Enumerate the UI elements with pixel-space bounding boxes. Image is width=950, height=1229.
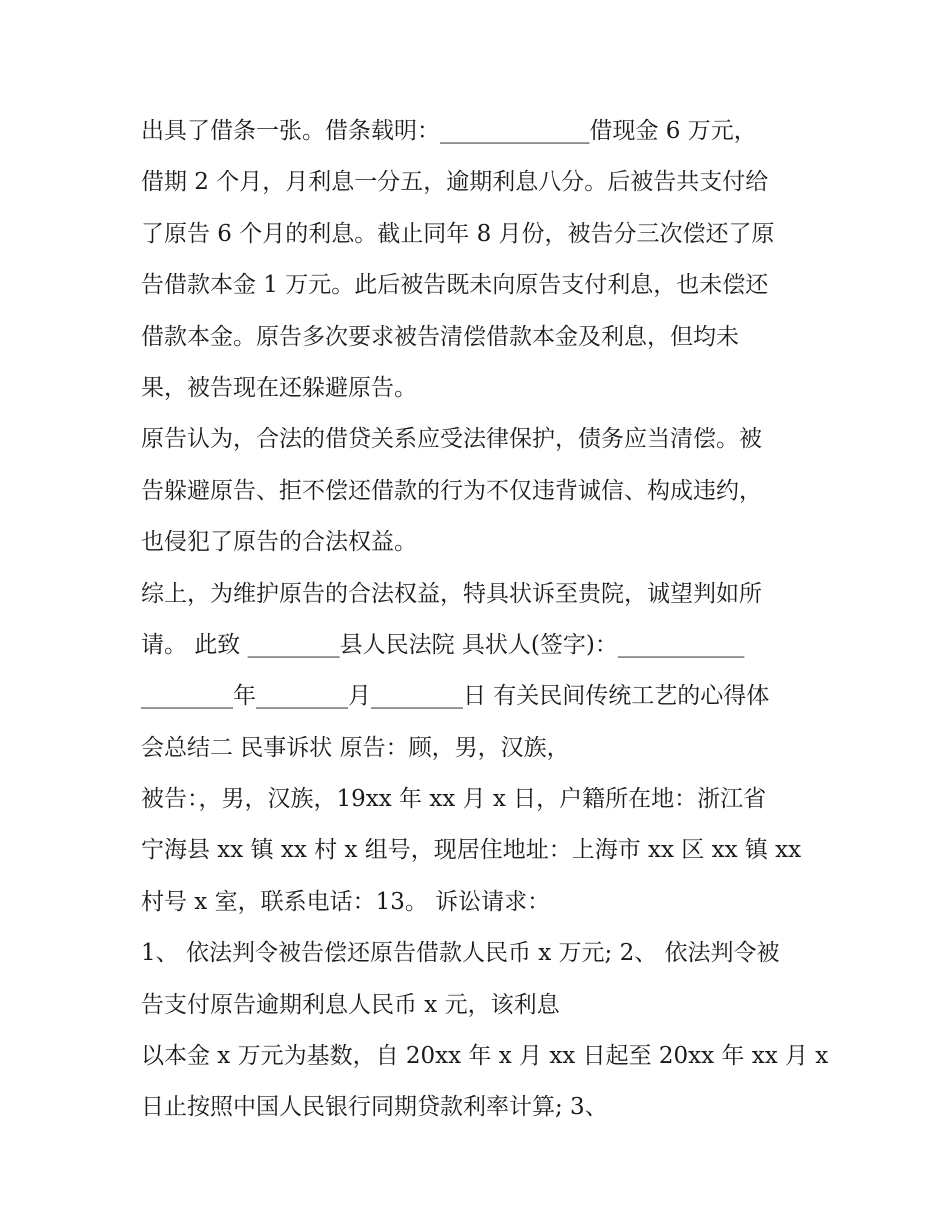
text-line: 1、 依法判令被告偿还原告借款人民币 x 万元; 2、 依法判令被 bbox=[141, 940, 780, 967]
text-line: 告借款本金 1 万元。此后被告既未向原告支付利息，也未偿还 bbox=[141, 272, 769, 299]
text-line: 会总结二 民事诉状 原告：顾，男，汉族， bbox=[141, 734, 570, 761]
text-line: 了原告 6 个月的利息。截止同年 8 月份，被告分三次偿还了原 bbox=[141, 220, 775, 247]
text-line: 也侵犯了原告的合法权益。 bbox=[141, 529, 417, 556]
text-line: 被告：，男，汉族，19xx 年 xx 月 x 日，户籍所在地：浙江省 bbox=[141, 786, 767, 813]
text-line: 请。 此致 ________县人民法院 具状人(签字)：___________ bbox=[141, 631, 745, 658]
text-line: 原告认为，合法的借贷关系应受法律保护，债务应当清偿。被 bbox=[141, 426, 762, 453]
text-line: 日止按照中国人民银行同期贷款利率计算; 3、 bbox=[141, 1094, 608, 1121]
text-line: 出具了借条一张。借条载明：_____________借现金 6 万元， bbox=[141, 118, 757, 144]
text-line: 综上，为维护原告的合法权益，特具状诉至贵院，诚望判如所 bbox=[141, 580, 762, 607]
text-line: ________年________月________日 有关民间传统工艺的心得体 bbox=[141, 683, 770, 710]
text-line: 借期 2 个月，月利息一分五，逾期利息八分。后被告共支付给 bbox=[141, 169, 769, 196]
text-line: 告躲避原告、拒不偿还借款的行为不仅违背诚信、构成违约， bbox=[141, 477, 762, 504]
text-line: 借款本金。原告多次要求被告清偿借款本金及利息，但均未 bbox=[141, 323, 739, 350]
text-line: 以本金 x 万元为基数，自 20xx 年 x 月 xx 日起至 20xx 年 xx 月 x bbox=[141, 1043, 829, 1070]
text-line: 宁海县 xx 镇 xx 村 x 组号，现居住地址：上海市 xx 区 xx 镇 xx bbox=[141, 837, 802, 864]
text-line: 告支付原告逾期利息人民币 x 元，该利息 bbox=[141, 991, 560, 1018]
text-line: 果，被告现在还躲避原告。 bbox=[141, 374, 417, 401]
text-line: 村号 x 室，联系电话：13。 诉讼请求： bbox=[141, 888, 551, 915]
document-body bbox=[141, 106, 829, 1134]
